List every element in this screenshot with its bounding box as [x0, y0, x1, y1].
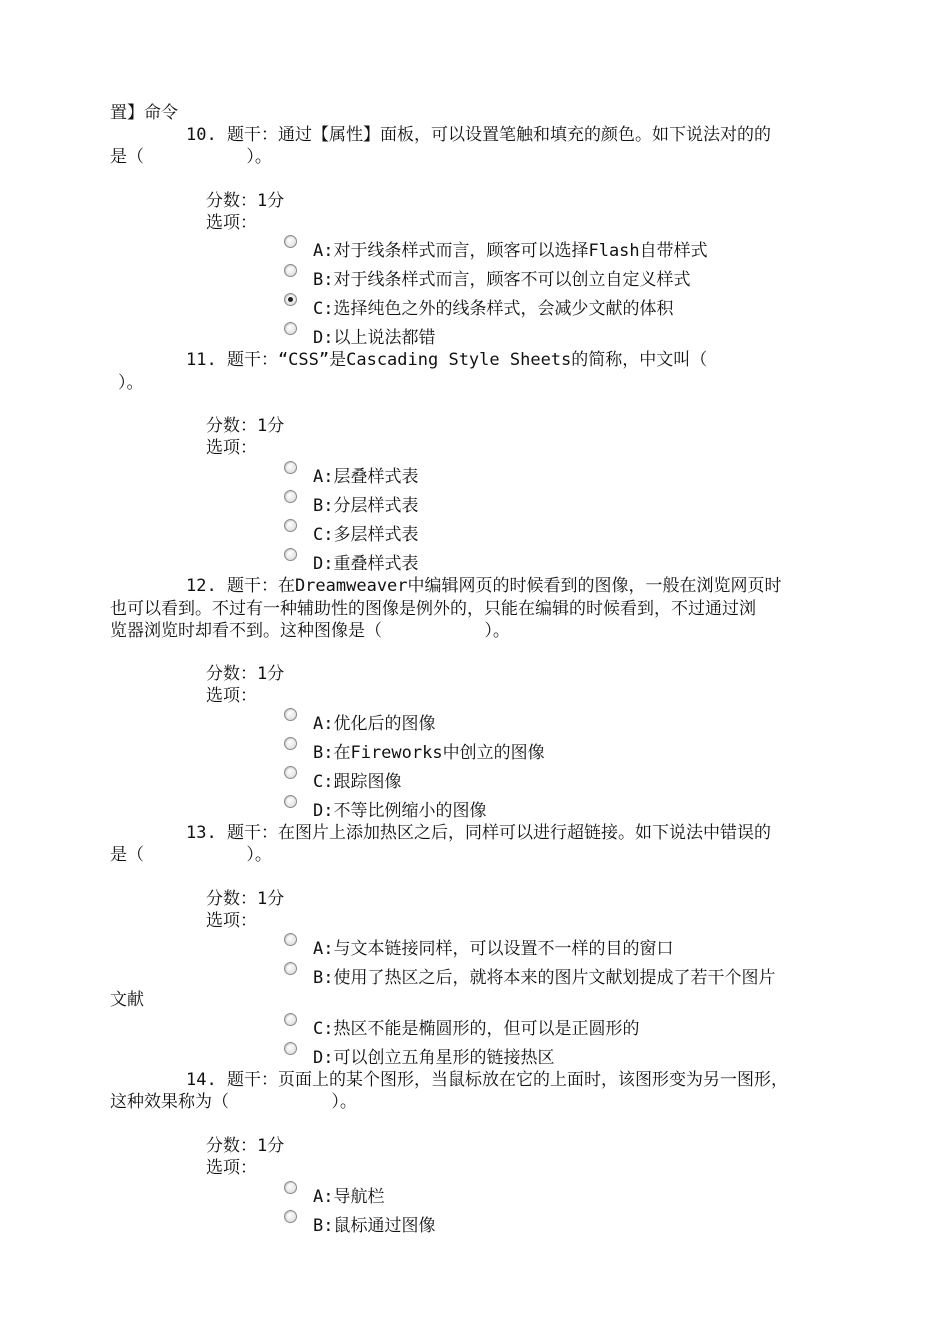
- q13-option-b-label: B:使用了热区之后，就将本来的图片文献划提成了若干个图片: [313, 968, 776, 988]
- q13-option-c-radio[interactable]: [284, 1013, 297, 1026]
- question-14-score: 分数：1分: [206, 1136, 285, 1156]
- question-12-stem-cont-1: 也可以看到。不过有一种辅助性的图像是例外的，只能在编辑的时候看到，不过通过浏: [110, 599, 756, 619]
- question-14-stem-cont: 这种效果称为（ ）。: [110, 1092, 357, 1112]
- q11-option-c-label: C:多层样式表: [313, 525, 419, 545]
- q10-option-b-label: B:对于线条样式而言，顾客不可以创立自定义样式: [313, 270, 691, 290]
- q12-option-b-label: B:在Fireworks中创立的图像: [313, 743, 545, 763]
- question-10-stem-cont: 是（ ）。: [110, 147, 272, 167]
- q10-option-d-label: D:以上说法都错: [313, 328, 436, 348]
- q10-option-d-radio[interactable]: [284, 322, 297, 335]
- q13-option-a-radio[interactable]: [284, 933, 297, 946]
- q11-option-d-radio[interactable]: [284, 548, 297, 561]
- q11-option-a-label: A:层叠样式表: [313, 467, 419, 487]
- question-14-stem: 14. 题干：页面上的某个图形，当鼠标放在它的上面时，该图形变为另一图形，: [186, 1070, 788, 1090]
- q13-option-a-label: A:与文本链接同样，可以设置不一样的目的窗口: [313, 939, 674, 959]
- question-10-stem: 10. 题干：通过【属性】面板，可以设置笔触和填充的颜色。如下说法对的的: [186, 125, 771, 145]
- question-13-options-label: 选项：: [206, 911, 257, 931]
- q10-option-b-radio[interactable]: [284, 264, 297, 277]
- question-13-stem-cont: 是（ ）。: [110, 845, 272, 865]
- q11-option-a-radio[interactable]: [284, 461, 297, 474]
- q12-option-c-label: C:跟踪图像: [313, 772, 402, 792]
- continued-text: 置】命令: [110, 103, 178, 123]
- question-13-score: 分数：1分: [206, 889, 285, 909]
- question-11-score: 分数：1分: [206, 416, 285, 436]
- question-11-stem-cont: ）。: [118, 373, 144, 393]
- question-11-stem: 11. 题干：“CSS”是Cascading Style Sheets的简称，中文叫（: [186, 350, 708, 370]
- question-14-options-label: 选项：: [206, 1158, 257, 1178]
- q12-option-d-radio[interactable]: [284, 795, 297, 808]
- q14-option-a-label: A:导航栏: [313, 1187, 385, 1207]
- question-11-options-label: 选项：: [206, 438, 257, 458]
- q10-option-a-radio[interactable]: [284, 235, 297, 248]
- q11-option-d-label: D:重叠样式表: [313, 554, 419, 574]
- q13-option-d-radio[interactable]: [284, 1042, 297, 1055]
- q10-option-c-label: C:选择纯色之外的线条样式，会减少文献的体积: [313, 299, 674, 319]
- q14-option-b-radio[interactable]: [284, 1210, 297, 1223]
- question-10-score: 分数：1分: [206, 191, 285, 211]
- q14-option-b-label: B:鼠标通过图像: [313, 1216, 436, 1236]
- question-13-stem: 13. 题干：在图片上添加热区之后，同样可以进行超链接。如下说法中错误的: [186, 823, 771, 843]
- q11-option-b-label: B:分层样式表: [313, 496, 419, 516]
- q13-option-c-label: C:热区不能是椭圆形的，但可以是正圆形的: [313, 1019, 640, 1039]
- q12-option-a-radio[interactable]: [284, 708, 297, 721]
- question-12-score: 分数：1分: [206, 664, 285, 684]
- q12-option-d-label: D:不等比例缩小的图像: [313, 801, 487, 821]
- q12-option-a-label: A:优化后的图像: [313, 714, 436, 734]
- q13-option-d-label: D:可以创立五角星形的链接热区: [313, 1048, 555, 1068]
- q14-option-a-radio[interactable]: [284, 1181, 297, 1194]
- q13-option-b-label-cont: 文献: [110, 990, 144, 1010]
- q10-option-a-label: A:对于线条样式而言，顾客可以选择Flash自带样式: [313, 241, 708, 261]
- q12-option-b-radio[interactable]: [284, 737, 297, 750]
- q10-option-c-radio[interactable]: [284, 293, 297, 306]
- question-12-stem: 12. 题干：在Dreamweaver中编辑网页的时候看到的图像，一般在浏览网页时: [186, 576, 782, 596]
- q12-option-c-radio[interactable]: [284, 766, 297, 779]
- question-10-options-label: 选项：: [206, 213, 257, 233]
- q13-option-b-radio[interactable]: [284, 962, 297, 975]
- q11-option-c-radio[interactable]: [284, 519, 297, 532]
- question-12-options-label: 选项：: [206, 686, 257, 706]
- q11-option-b-radio[interactable]: [284, 490, 297, 503]
- question-12-stem-cont-2: 览器浏览时却看不到。这种图像是（ ）。: [110, 621, 510, 641]
